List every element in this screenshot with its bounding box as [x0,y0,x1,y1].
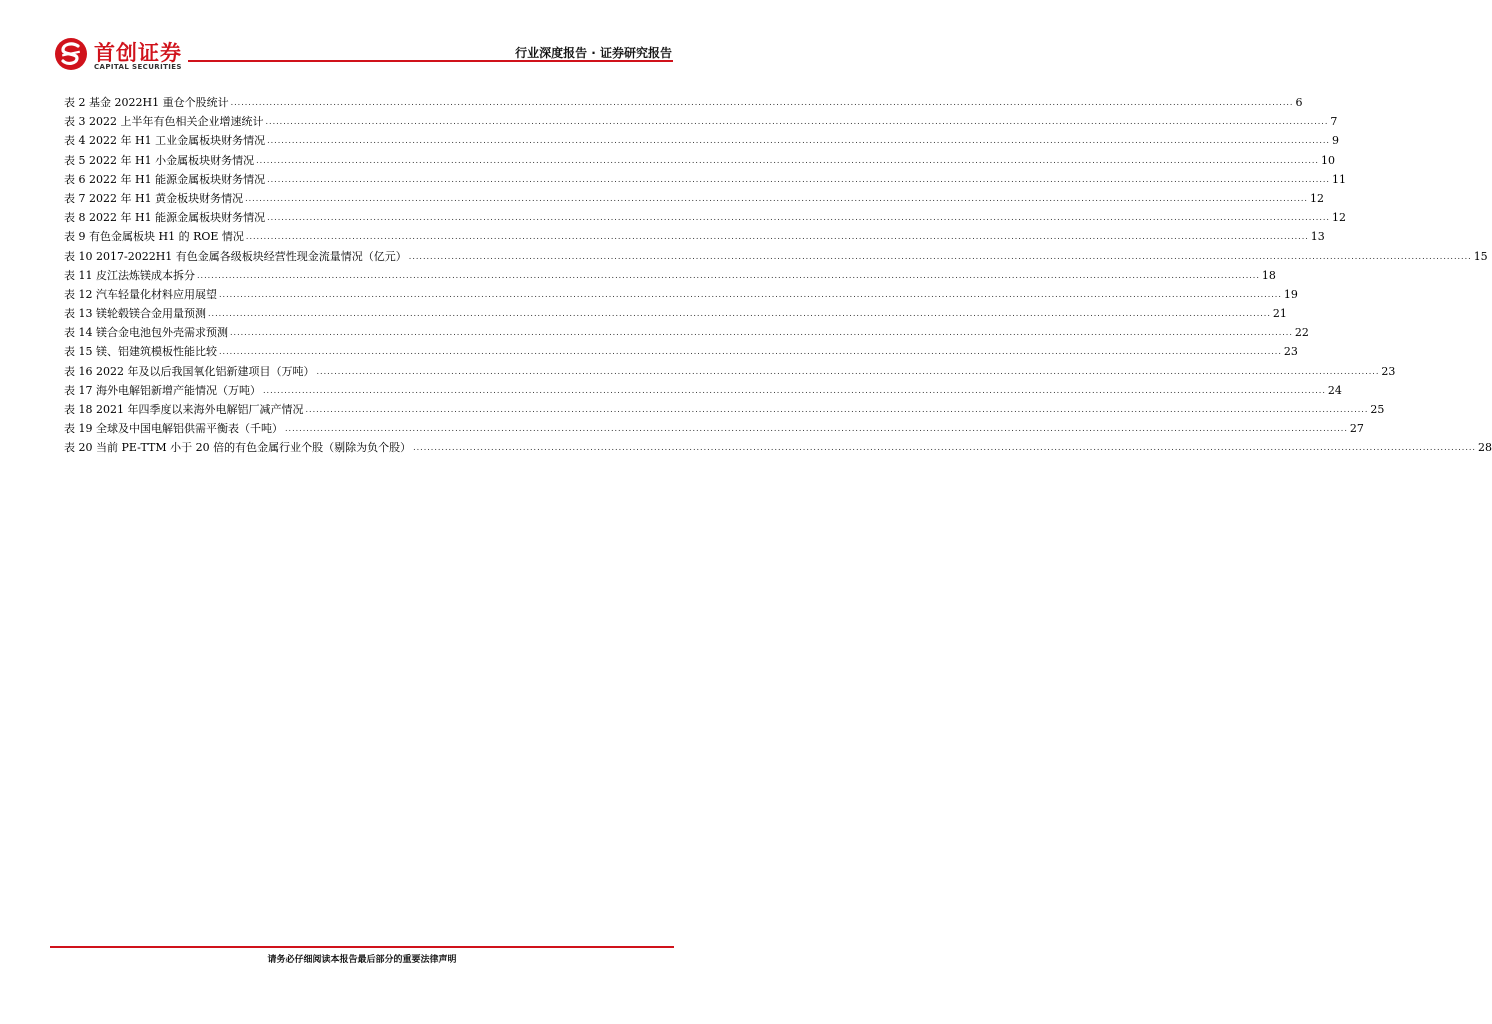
toc-entry-label: 表 13 镁轮毂镁合金用量预测 [64,307,206,321]
toc-entry-page-number: 23 [1381,364,1396,378]
toc-entry[interactable] [64,170,1346,189]
toc-entry-label: 表 18 2021 年四季度以来海外电解铝厂减产情况 [64,403,304,416]
toc-entry[interactable] [64,438,1492,457]
toc-entry[interactable] [64,93,1303,112]
toc-leader-dots: ............................................................................................................................................................................................................................................................................................................ [413,443,1476,453]
toc-leader-dots: ............................................................................................................................................................................................................................................................................................................ [245,232,1309,242]
toc-leader-dots: ............................................................................................................................................................................................................................................................................................................ [208,309,1271,319]
toc-entry-page-number: 12 [1309,191,1324,205]
toc-leader-dots: ............................................................................................................................................................................................................................................................................................................ [267,136,1330,146]
toc-leader-dots: ............................................................................................................................................................................................................................................................................................................ [267,174,1330,184]
toc-entry-label: 表 12 汽车轻量化材料应用展望 [64,287,217,301]
toc-entry[interactable] [64,381,1342,400]
toc-entry[interactable] [64,285,1298,304]
report-type: 行业深度报告 · 证券研究报告 [515,46,672,60]
toc-entry[interactable] [64,323,1309,342]
toc-entry-label: 表 7 2022 年 H1 黄金板块财务情况 [64,191,244,205]
toc-entry[interactable] [64,266,1276,285]
footer-divider [50,946,674,948]
toc-leader-dots: ............................................................................................................................................................................................................................................................................................................ [267,213,1330,223]
toc-entry-page-number: 13 [1310,230,1325,244]
toc-entry-page-number: 11 [1331,172,1346,186]
toc-entry-label: 表 9 有色金属板块 H1 的 ROE 情况 [64,230,244,244]
toc-entry-label: 表 2 基金 2022H1 重仓个股统计 [64,96,229,109]
toc-leader-dots: ............................................................................................................................................................................................................................................................................................................ [316,366,1380,376]
toc-entry-label: 表 14 镁合金电池包外壳需求预测 [64,326,228,340]
toc-leader-dots: ............................................................................................................................................................................................................................................................................................................ [305,405,1369,414]
toc-entry-label: 表 15 镁、铝建筑模板性能比较 [64,345,217,359]
toc-leader-dots: ............................................................................................................................................................................................................................................................................................................ [197,270,1260,280]
toc-leader-dots: ............................................................................................................................................................................................................................................................................................................ [285,424,1348,434]
toc-entry-page-number: 6 [1295,96,1303,109]
toc-entry-page-number: 23 [1283,345,1298,359]
toc-entry-page-number: 9 [1331,134,1339,148]
toc-entry-page-number: 7 [1330,115,1338,129]
toc-leader-dots: ............................................................................................................................................................................................................................................................................................................ [219,289,1282,299]
toc-entry-page-number: 10 [1320,153,1335,167]
toc-entry[interactable] [64,362,1396,381]
header-divider [188,60,673,62]
toc-entry-page-number: 21 [1272,307,1287,321]
legal-disclaimer: 请务必仔细阅读本报告最后部分的重要法律声明 [267,955,457,965]
toc-entry-label: 表 16 2022 年及以后我国氧化铝新建项目（万吨） [64,364,315,378]
toc-leader-dots: ............................................................................................................................................................................................................................................................................................................ [230,98,1294,107]
toc-entry-label: 表 19 全球及中国电解铝供需平衡表（千吨） [64,422,283,436]
table-of-tables [64,93,1492,458]
toc-entry[interactable] [64,112,1338,131]
toc-leader-dots: ............................................................................................................................................................................................................................................................................................................ [256,155,1319,165]
toc-entry-label: 表 8 2022 年 H1 能源金属板块财务情况 [64,211,266,225]
toc-entry[interactable] [64,227,1325,246]
toc-entry[interactable] [64,419,1364,438]
toc-entry-label: 表 3 2022 上半年有色相关企业增速统计 [64,115,264,129]
toc-entry-label: 表 4 2022 年 H1 工业金属板块财务情况 [64,134,266,148]
logo-english-name: CAPITAL SECURITIES [94,63,182,71]
toc-leader-dots: ............................................................................................................................................................................................................................................................................................................ [265,117,1329,127]
toc-entry-page-number: 12 [1331,211,1346,225]
toc-leader-dots: ............................................................................................................................................................................................................................................................................................................ [230,328,1293,338]
toc-entry-label: 表 20 当前 PE-TTM 小于 20 倍的有色金属行业个股（剔除为负个股） [64,441,412,455]
toc-leader-dots: ............................................................................................................................................................................................................................................................................................................ [263,385,1326,395]
toc-entry-page-number: 18 [1261,268,1276,282]
page-header [0,0,724,80]
toc-leader-dots: ............................................................................................................................................................................................................................................................................................................ [408,251,1472,261]
toc-entry-page-number: 27 [1349,422,1364,436]
toc-entry[interactable] [64,151,1335,170]
toc-leader-dots: ............................................................................................................................................................................................................................................................................................................ [219,347,1282,357]
toc-entry-label: 表 10 2017-2022H1 有色金属各级板块经营性现金流量情况（亿元） [64,249,407,263]
toc-entry-page-number: 24 [1327,383,1342,397]
toc-entry[interactable] [64,208,1346,227]
toc-entry-page-number: 25 [1370,403,1385,416]
logo-chinese-name: 首创证券 [94,41,182,65]
toc-entry[interactable] [64,189,1324,208]
toc-entry[interactable] [64,247,1488,266]
toc-entry-page-number: 15 [1473,249,1488,263]
toc-entry[interactable] [64,131,1339,150]
toc-entry-label: 表 6 2022 年 H1 能源金属板块财务情况 [64,172,266,186]
toc-leader-dots: ............................................................................................................................................................................................................................................................................................................ [245,193,1308,203]
toc-entry[interactable] [64,342,1298,361]
toc-entry[interactable] [64,304,1287,323]
toc-entry-page-number: 19 [1283,287,1298,301]
toc-entry-page-number: 28 [1477,441,1492,455]
toc-entry[interactable] [64,400,1385,419]
toc-entry-label: 表 11 皮江法炼镁成本拆分 [64,268,195,282]
company-logo [54,37,204,73]
toc-entry-label: 表 17 海外电解铝新增产能情况（万吨） [64,383,261,397]
toc-entry-label: 表 5 2022 年 H1 小金属板块财务情况 [64,153,255,167]
capital-securities-logo-icon [54,37,88,71]
toc-entry-page-number: 22 [1294,326,1309,340]
